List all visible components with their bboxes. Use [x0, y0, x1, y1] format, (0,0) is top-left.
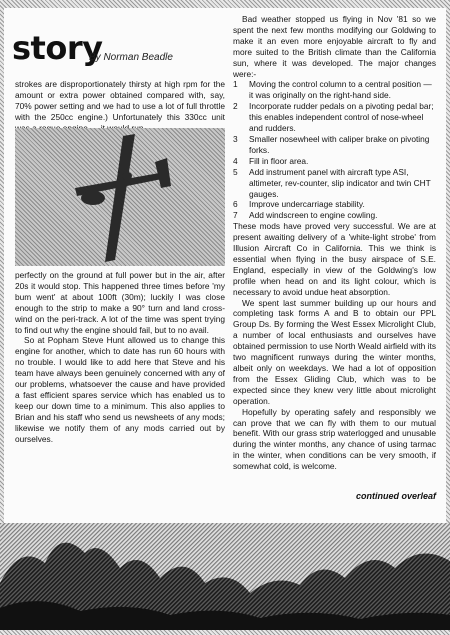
list-item: 3 Smaller nosewheel with caliper brake on pivoting forks. — [233, 133, 430, 155]
right-column — [233, 14, 436, 472]
left-column-bottom — [15, 270, 225, 445]
paragraph: Bad weather stopped us flying in Nov '81 so we spent the next few months modifying our Goldwing to make it an even more enjoyable aircraft to fly and more suited to the British climate than the California sun, where it was developed. The major changes were:- — [233, 14, 436, 79]
list-item: 7 Add windscreen to engine cowling. — [233, 210, 378, 221]
modifications-list — [233, 79, 436, 221]
list-item: 5 Add instrument panel with aircraft type ASI, altimeter, rev-counter, slip indicator and twin CHT gauges. — [233, 166, 431, 199]
left-column-top — [15, 79, 225, 134]
trees-silhouette — [0, 523, 450, 630]
paragraph: Hopefully by operating safely and responsibly we can prove that we can fly with them to our mutual benefit. With our grass strip waterlogged and unusable during the winter months, any chance of using tarmac in the winter, when conditions can be very smooth, if somewhat cold, is welcome. — [233, 406, 436, 472]
paragraph: These mods have proved very successful. We are at present awaiting delivery of a 'white-light strobe' from Illusion Aircraft Co in California. This we think is essential when flying in the busy airspace of S.E. England, especially in view of the Goldwing's low profile when head on and its light colour, which is necessary to avoid undue heat absorption. — [233, 221, 436, 297]
list-item: 4 Fill in floor area. — [233, 155, 309, 166]
paragraph: So at Popham Steve Hunt allowed us to change this engine for another, which to date has run 60 hours with no trouble. I would like to add here that Steve and his team have always been genuinely concerned with any of our problems, whatsoever the cause and have provided a fast efficient spares service which has enabled us to keep our down time to a minimum. This also applies to Brian and his staff who send us newsheets of any mods; likewise we notify them of any mods carried out by ourselves. — [15, 335, 225, 444]
aircraft-photo — [15, 128, 225, 266]
continued-overleaf: continued overleaf — [355, 491, 436, 501]
byline: By Norman Beadle — [89, 52, 173, 63]
paragraph: We spent last summer building up our hours and completing task forms A and B to obtain our PPL Group Ds. By forming the West Essex Microlight Club, a number of local enthusiasts and ourselves have obtained permission to use North Weald airfield with its two magnificent runways during the winter months, albeit only on weekdays. We had a lot of opposition from the Essex Gliding Club, which was to be expected since they knew very little about microlight operation. — [233, 297, 436, 406]
list-item: 2 Incorporate rudder pedals on a pivoting pedal bar; this enables independent control of nose-wheel and rudders. — [233, 101, 434, 134]
landscape-photo — [0, 523, 450, 630]
story-title: story — [12, 29, 103, 67]
aircraft-silhouette — [15, 128, 225, 266]
paragraph: strokes are disproportionately thirsty at high rpm for the amount or extra power obtained compared with, say, 70% power setting and we had to use a lot of full throttle with the 250cc engine.) Unfortunately this 330cc unit — [15, 79, 225, 122]
paragraph: perfectly on the ground at full power but in the air, after 20s it would stop. This happened three times before 'my bum went' at about 100ft (30m); luckily I was close enough to the strip to make a 90° turn and land cross-wind on the peri-track. A lot of the time was spent trying to find out why the engine should fail, but to no avail. — [15, 270, 225, 335]
list-item: 1 Moving the control column to a central position — it was originally on the right-hand side. — [233, 79, 432, 101]
list-item: 6 Improve undercarriage stability. — [233, 199, 365, 210]
